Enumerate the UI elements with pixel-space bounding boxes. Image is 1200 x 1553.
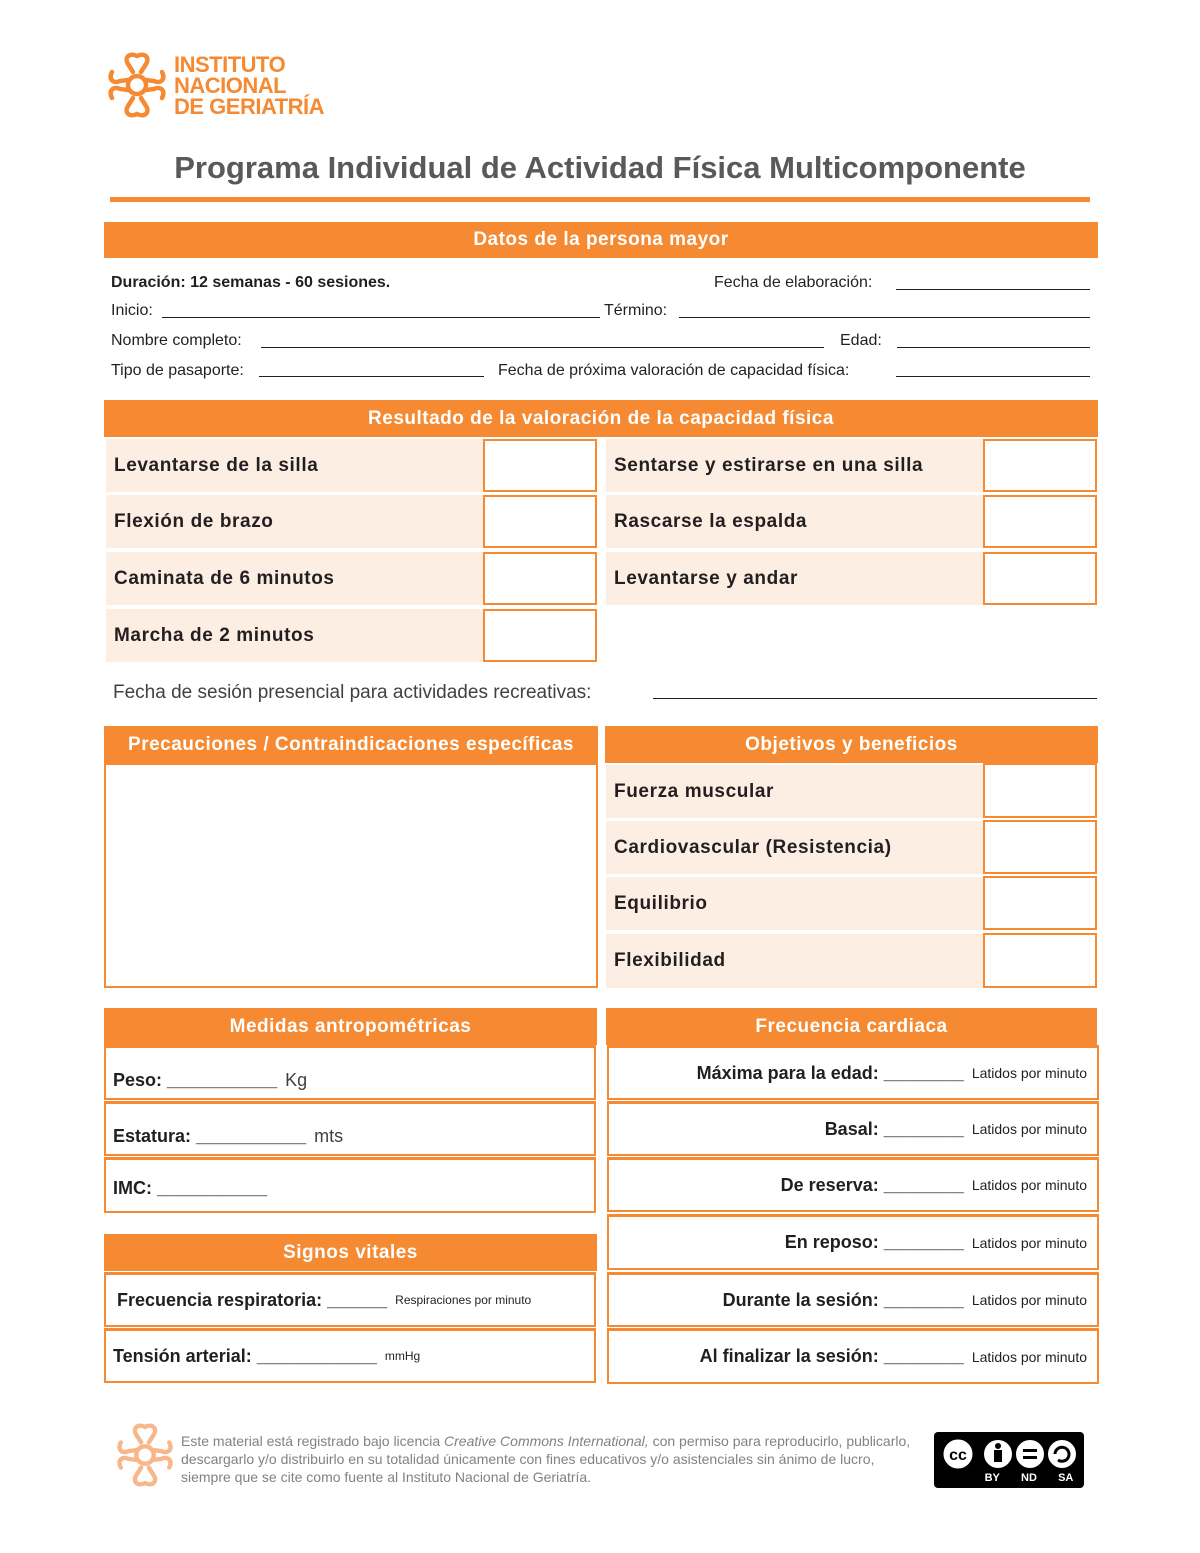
section-heading-signos: Signos vitales (104, 1234, 597, 1271)
test-flexion-brazo: Flexión de brazo (106, 495, 483, 548)
objetivo-equilibrio-box[interactable] (983, 876, 1097, 930)
duracion-label: Duración: 12 semanas - 60 sesiones. (111, 274, 391, 291)
cardiaca-reposo-label: En reposo: ________ (784, 1232, 964, 1252)
cardiaca-row[interactable] (607, 1328, 1099, 1384)
fecha-sesion-field[interactable] (653, 698, 1097, 699)
cardiaca-basal-label: Basal: ________ (824, 1118, 964, 1139)
cardiaca-row[interactable] (607, 1101, 1099, 1156)
section-heading-objetivos: Objetivos y beneficios (605, 726, 1098, 763)
edad-field[interactable] (897, 347, 1090, 348)
medida-estatura-row[interactable] (104, 1101, 596, 1156)
section-heading-precauciones: Precauciones / Contraindicaciones específicas (104, 726, 598, 763)
footer-logo-icon (115, 1420, 175, 1490)
logo-icon (106, 50, 168, 120)
cardiaca-row[interactable] (607, 1214, 1099, 1270)
test-caminata-6: Caminata de 6 minutos (106, 552, 483, 605)
cardiaca-row[interactable] (607, 1272, 1099, 1327)
cardiaca-unit: Latidos por minuto (971, 1121, 1087, 1137)
frecuencia-respiratoria-unit: Respiraciones por minuto (395, 1293, 532, 1307)
fecha-elaboracion-field[interactable] (896, 289, 1090, 290)
test-levantarse-silla: Levantarse de la silla (106, 439, 483, 492)
inicio-label: Inicio: (111, 302, 153, 319)
cardiaca-finalizar-label: Al finalizar la sesión: ________ (699, 1346, 964, 1366)
termino-label: Término: (604, 302, 668, 319)
section-heading-cardiaca: Frecuencia cardiaca (606, 1008, 1097, 1045)
cardiaca-row[interactable] (607, 1045, 1099, 1100)
test-rascarse-espalda: Rascarse la espalda (606, 495, 983, 548)
cardiaca-maxima-label: Máxima para la edad: ________ (696, 1062, 964, 1083)
tension-arterial-unit: mmHg (384, 1349, 421, 1363)
peso-unit: Kg (285, 1069, 308, 1090)
signo-tension-row[interactable] (104, 1328, 596, 1383)
cc-icons (938, 1435, 1080, 1473)
objetivo-cardiovascular: Cardiovascular (Resistencia) (606, 821, 983, 874)
objetivo-fuerza-box[interactable] (983, 763, 1097, 818)
section-heading-datos: Datos de la persona mayor (104, 222, 1098, 258)
svg-text:cc: cc (949, 1447, 967, 1464)
license-italic: Creative Commons International, (444, 1433, 649, 1449)
estatura-label: Estatura: ___________ (113, 1125, 307, 1146)
termino-field[interactable] (679, 317, 1090, 318)
section-heading-resultado: Resultado de la valoración de la capacidad física (104, 400, 1098, 437)
medida-imc-row[interactable] (104, 1157, 596, 1213)
signo-frecuencia-row[interactable] (104, 1272, 596, 1327)
cardiaca-unit: Latidos por minuto (971, 1234, 1087, 1251)
test-levantarse-silla-box[interactable] (483, 439, 597, 492)
imc-label: IMC: ___________ (113, 1178, 268, 1198)
edad-label: Edad: (840, 332, 882, 349)
cardiaca-durante-label: Durante la sesión: ________ (722, 1289, 964, 1310)
cardiaca-unit: Latidos por minuto (971, 1065, 1087, 1081)
cc-labels: BY ND SA (984, 1472, 1074, 1484)
nombre-field[interactable] (261, 347, 824, 348)
proxima-valoracion-field[interactable] (896, 376, 1090, 377)
license-text: Este material está registrado bajo licencia Creative Commons International, con permiso para reproducirlo, publicarlo, descargarlo y/o distribuirlo en su totalidad únicamente con fines educativos y/o asistenciales sin ánimo de lucro, siempre que se cite como fuente al Instituto Nacional de Geriatría. (181, 1433, 911, 1485)
cardiaca-row[interactable] (607, 1157, 1099, 1212)
cardiaca-reserva-label: De reserva: ________ (780, 1174, 964, 1195)
objetivo-fuerza: Fuerza muscular (606, 765, 983, 818)
test-flexion-brazo-box[interactable] (483, 495, 597, 548)
pasaporte-field[interactable] (259, 376, 484, 377)
tension-arterial-label: Tensión arterial: ____________ (113, 1345, 377, 1366)
pasaporte-label: Tipo de pasaporte: (111, 362, 244, 379)
test-rascarse-espalda-box[interactable] (983, 495, 1097, 548)
test-sentarse-estirarse: Sentarse y estirarse en una silla (606, 439, 983, 492)
fecha-sesion-label: Fecha de sesión presencial para actividades recreativas: (113, 682, 592, 703)
cc-license-badge (934, 1432, 1084, 1488)
objetivo-equilibrio: Equilibrio (606, 877, 983, 930)
objetivo-flexibilidad-box[interactable] (983, 933, 1097, 988)
estatura-unit: mts (314, 1125, 344, 1146)
inicio-field[interactable] (162, 317, 600, 318)
test-levantarse-andar-box[interactable] (983, 552, 1097, 605)
precauciones-textarea[interactable] (104, 763, 598, 988)
objetivo-flexibilidad: Flexibilidad (606, 934, 983, 988)
test-marcha-2: Marcha de 2 minutos (106, 609, 483, 662)
objetivo-cardiovascular-box[interactable] (983, 820, 1097, 874)
section-heading-medidas: Medidas antropométricas (104, 1008, 597, 1045)
page-title: Programa Individual de Actividad Física Multicomponente (174, 150, 1026, 185)
test-levantarse-andar: Levantarse y andar (606, 552, 983, 605)
frecuencia-respiratoria-label: Frecuencia respiratoria: ______ (117, 1289, 388, 1310)
proxima-valoracion-label: Fecha de próxima valoración de capacidad física: (498, 362, 850, 379)
medida-peso-row[interactable] (104, 1045, 596, 1100)
test-marcha-2-box[interactable] (483, 609, 597, 662)
cardiaca-unit: Latidos por minuto (971, 1292, 1087, 1308)
brand-name: INSTITUTO NACIONAL DE GERIATRÍA (174, 52, 325, 119)
test-sentarse-estirarse-box[interactable] (983, 439, 1097, 492)
test-caminata-6-box[interactable] (483, 552, 597, 605)
peso-label: Peso: ___________ (113, 1069, 278, 1090)
cardiaca-unit: Latidos por minuto (971, 1177, 1087, 1193)
nombre-label: Nombre completo: (111, 332, 242, 349)
title-divider (110, 197, 1090, 202)
cardiaca-unit: Latidos por minuto (971, 1348, 1087, 1365)
fecha-elaboracion-label: Fecha de elaboración: (714, 274, 873, 291)
